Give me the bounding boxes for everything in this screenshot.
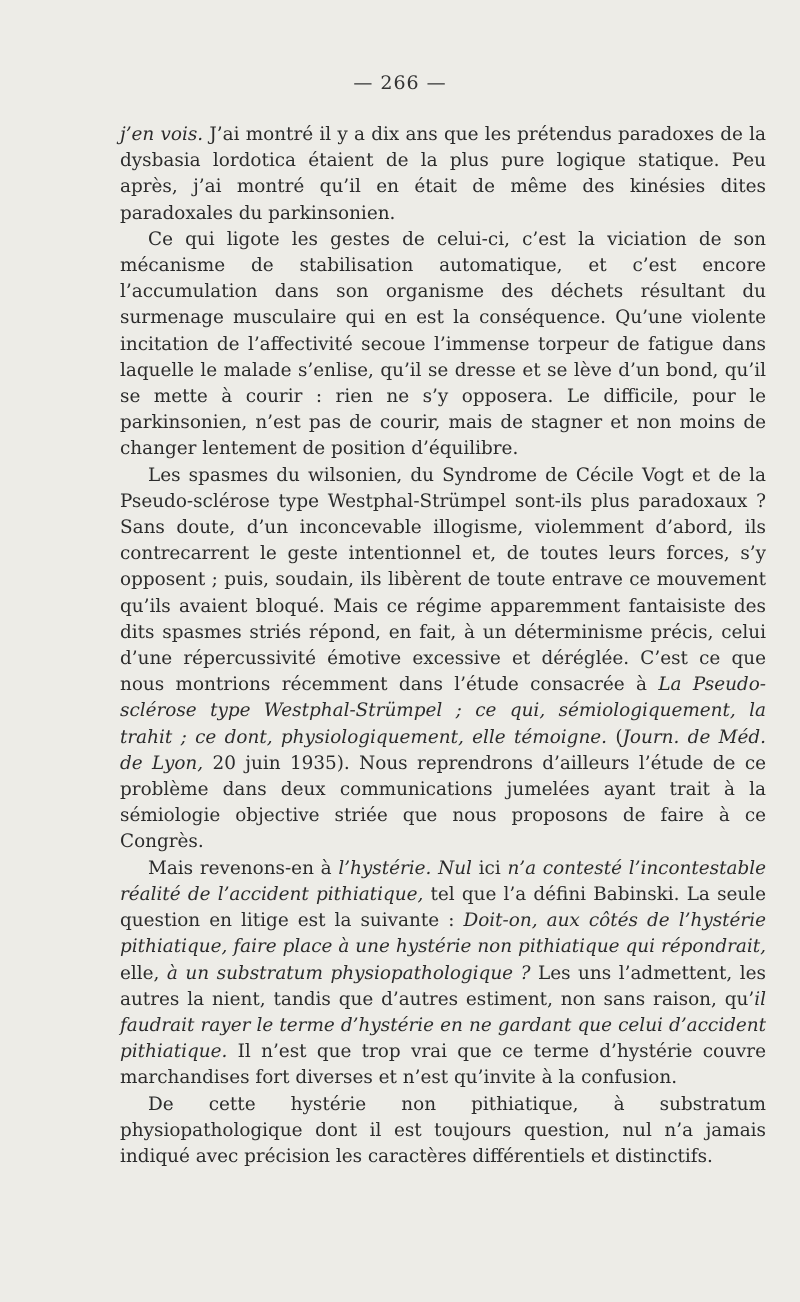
paragraph-4 [120, 856, 766, 1092]
text-segment: De cette hystérie non pithiatique, à substratum physiopathologique dont il est toujours question, nul n’a jamais indiqué avec précision les caractères différentiels et distinctifs. [120, 1093, 766, 1167]
text-segment: Journ. de Méd. de Lyon, [120, 726, 766, 774]
text-segment: tel que l’a défini Babinski. La seule question en litige est la suivante : [120, 883, 766, 932]
text-segment: Mais revenons-en à [148, 857, 339, 879]
text-segment: Il n’est que trop vrai que ce terme d’hystérie couvre marchandises fort diverses et n’est qu’invite à la confusion. [120, 1041, 766, 1089]
paragraph-5 [120, 1092, 766, 1171]
text-segment: Doit-on, aux côtés de l’hystérie pithiatique, faire place à une hystérie non pithiatique qui répondrait, [120, 910, 766, 958]
text-segment: j’en vois. [120, 124, 204, 145]
text-segment: Nul [438, 857, 472, 879]
text-segment: ici [471, 857, 508, 879]
text-segment: Les uns l’admettent, les autres la nient, tandis que d’autres estiment, non sans raison, qu’ [120, 962, 766, 1010]
text-segment: La Pseudo-sclérose type Westphal-Strümpel ; ce qui, sémiologiquement, la trahit ; ce dont, physiologiquement, elle témoigne. [120, 674, 766, 748]
text-segment: l’hystérie. [338, 857, 432, 879]
text-segment: Ce qui ligote les gestes de celui-ci, c’est la viciation de son mécanisme de stabilisation automatique, et c’est encore l’accumulation dans son organisme des déchets résultant du surmenage musculaire qui en est la conséquence. Qu’une violente incitation de l’affectivité secoue l’immense torpeur de fatigue dans laquelle le malade s’enlise, qu’il se dresse et se lève d’un bond, qu’il se mette à courir : rien ne s’y opposera. Le difficile, pour le parkinsonien, n’est pas de courir, mais de stagner et non moins de changer lentement de position d’équilibre. [120, 228, 766, 460]
text-segment: ( [607, 726, 623, 748]
paragraph-1 [120, 122, 766, 227]
text-segment: elle, [120, 962, 167, 984]
text-segment: il faudrait rayer le terme d’hystérie en ne gardant que celui d’accident pithiatique. [120, 988, 766, 1063]
text-segment: Les spasmes du wilsonien, du Syndrome de Cécile Vogt et de la Pseudo-sclérose type Westphal-Strümpel sont-ils plus paradoxaux ? Sans doute, d’un inconcevable illogisme, violemment d’abord, ils contrecarrent le geste intentionnel et, de toutes leurs forces, s’y opposent ; puis, soudain, ils libèrent de toute entrave ce mouvement qu’ils avaient bloqué. Mais ce régime apparemment fantaisiste des dits spasmes striés répond, en fait, à un déterminisme précis, celui d’une répercussivité émotive excessive et déréglée. C’est ce que nous montrions récemment dans l’étude consacrée à [120, 464, 766, 696]
body-text [120, 122, 766, 1170]
paragraph-2 [120, 227, 766, 463]
paragraph-3 [120, 463, 766, 856]
text-segment: à un substratum physiopathologique ? [166, 962, 531, 984]
text-segment: 20 juin 1935). Nous reprendrons d’ailleurs l’étude de ce problème dans deux communications jumelées ayant trait à la sémiologie objective striée que nous proposons de faire à ce Congrès. [120, 752, 766, 853]
text-segment: n’a contesté l’incontestable réalité de l’accident pithiatique, [120, 857, 766, 905]
text-segment: J’ai montré il y a dix ans que les prétendus paradoxes de la dysbasia lordotica étaient de la plus pure logique statique. Peu après, j’ai montré qu’il en était de même des kinésies dites paradoxales du parkinsonien. [120, 124, 767, 224]
page-number: — 266 — [353, 72, 447, 94]
